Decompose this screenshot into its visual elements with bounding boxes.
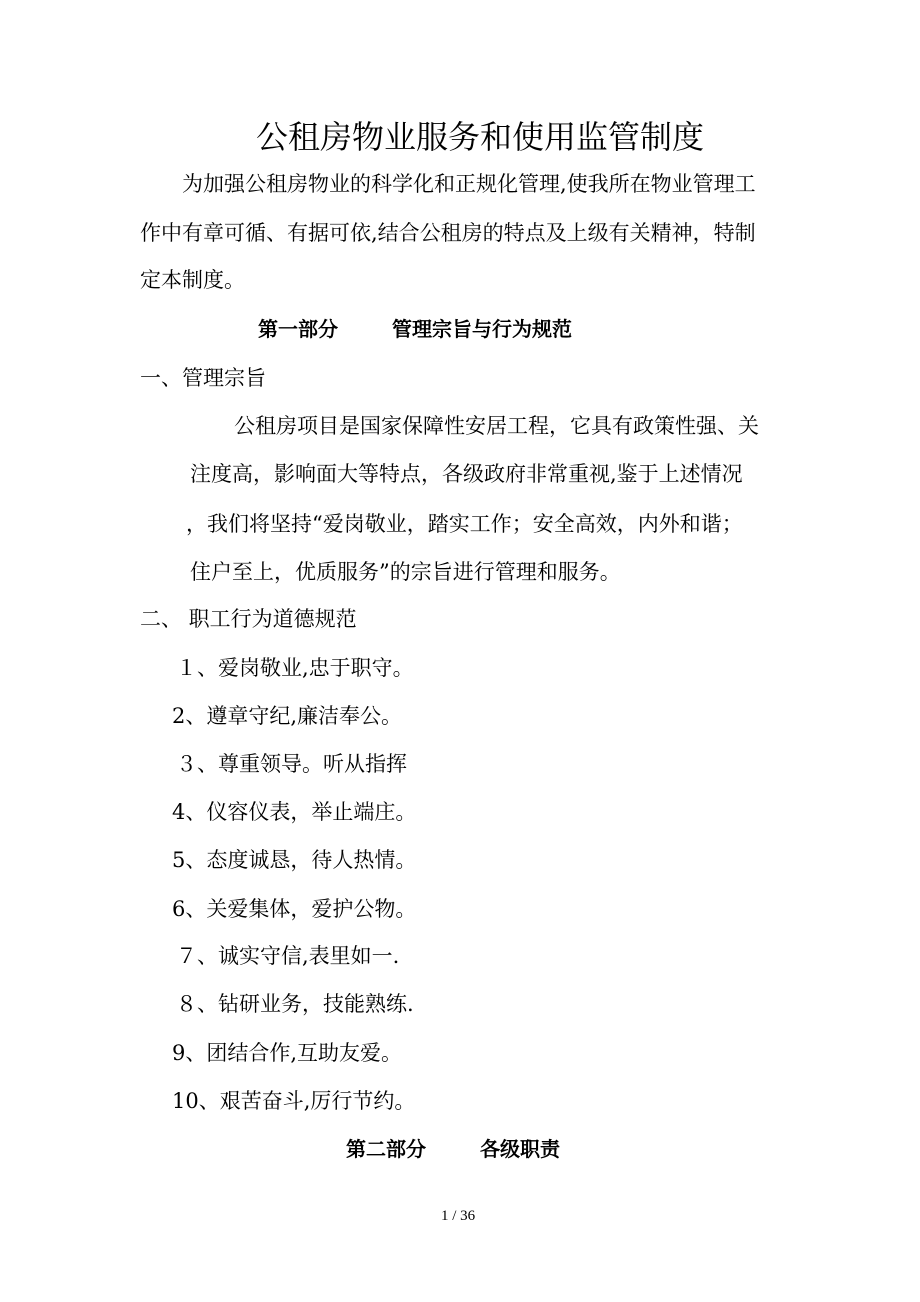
section2-heading: 二、 职工行为道德规范: [140, 607, 357, 631]
list-item: ３、尊重领导。听从指挥: [176, 752, 407, 776]
intro-line-1: 为加强公租房物业的科学化和正规化管理,使我所在物业管理工: [182, 172, 756, 196]
part2-heading: [346, 1135, 560, 1163]
part1-label: 第一部分: [258, 317, 338, 341]
page-number: 1 / 36: [441, 1208, 476, 1224]
list-item: 6、关爱集体，爱护公物。: [172, 897, 417, 921]
section1-line-4: 住户至上，优质服务”的宗旨进行管理和服务。: [190, 560, 621, 584]
document-title: 公租房物业服务和使用监管制度: [256, 118, 705, 156]
section1-heading: 一、管理宗旨: [140, 366, 266, 390]
intro-line-3: 定本制度。: [140, 268, 245, 292]
intro-line-2: 作中有章可循、有据可依,结合公租房的特点及上级有关精神，特制: [140, 221, 756, 245]
list-item: ７、诚实守信,表里如一.: [176, 944, 400, 968]
section1-line-3: ，我们将坚持“爱岗敬业，踏实工作；安全高效，内外和谐；: [186, 512, 743, 536]
list-item: １、爱岗敬业,忠于职守。: [176, 656, 414, 680]
part2-title: 各级职责: [480, 1137, 560, 1161]
list-item: 4、仪容仪表，举止端庄。: [172, 800, 417, 824]
list-item: 2、遵章守纪,廉洁奉公。: [172, 704, 403, 728]
list-item: ８、钻研业务，技能熟练.: [176, 992, 414, 1016]
part2-label: 第二部分: [346, 1137, 426, 1161]
section1-line-2: 注度高，影响面大等特点，各级政府非常重视,鉴于上述情况: [190, 462, 743, 486]
part1-title: 管理宗旨与行为规范: [392, 317, 572, 341]
list-item: 10、艰苦奋斗,厉行节约。: [172, 1089, 416, 1113]
list-item: 9、团结合作,互助友爱。: [172, 1041, 403, 1065]
section1-line-1: 公租房项目是国家保障性安居工程，它具有政策性强、关: [234, 414, 759, 438]
list-item: 5、态度诚恳，待人热情。: [172, 848, 417, 872]
part1-heading: [258, 315, 572, 343]
